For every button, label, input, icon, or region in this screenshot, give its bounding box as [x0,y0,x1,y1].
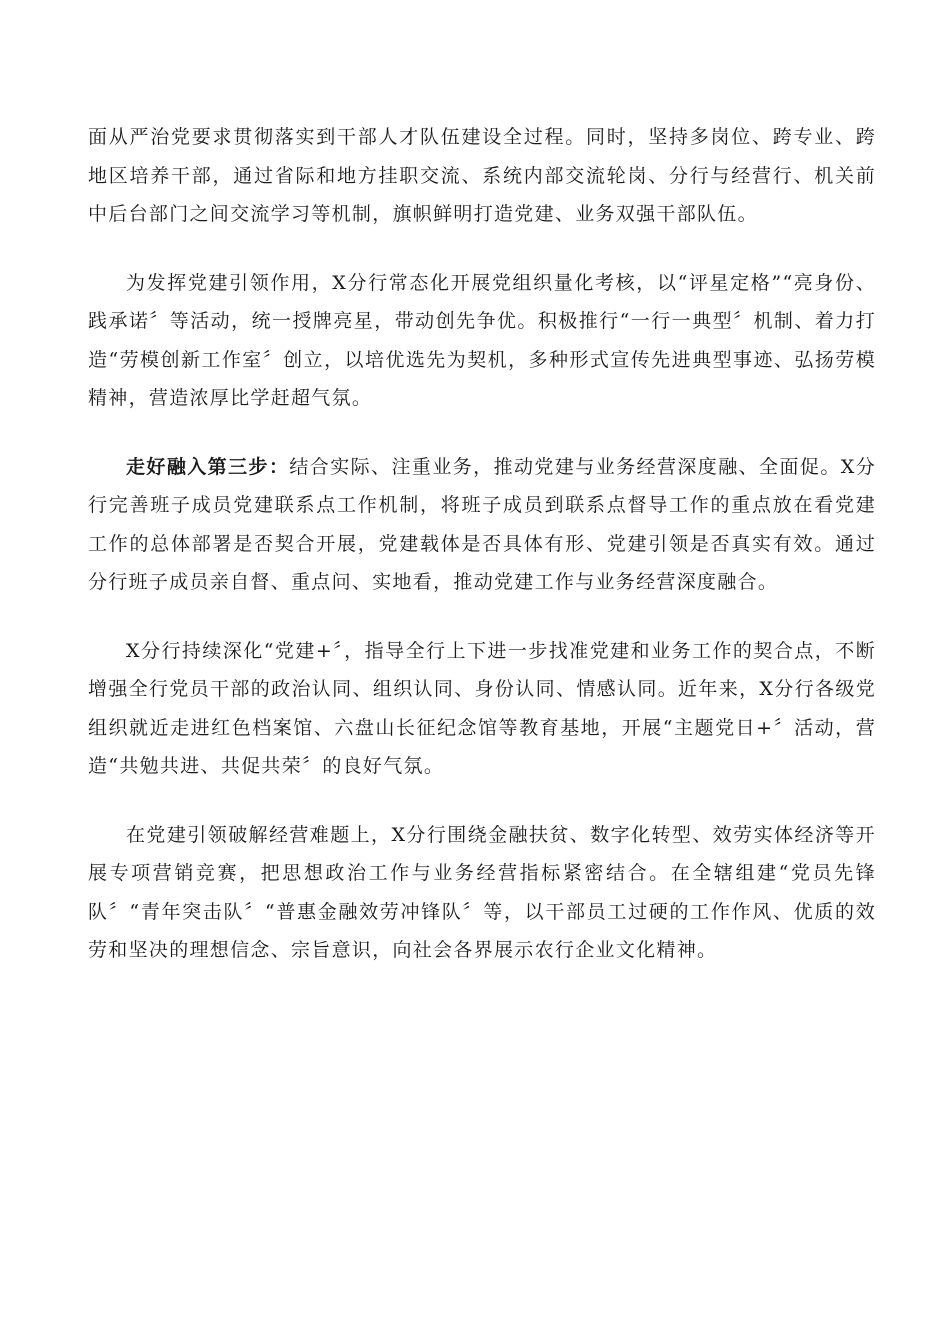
paragraph-text: 在党建引领破解经营难题上，X分行围绕金融扶贫、数字化转型、效劳实体经济等开展专项营销竞赛，把思想政治工作与业务经营指标紧密结合。在全辖组建“党员先锋队〞“青年突击队〞“普惠金融效劳冲锋队〞等，以干部员工过硬的工作作风、优质的效劳和坚决的理想信念、宗旨意识，向社会各界展示农行企业文化精神。 [88,823,876,961]
paragraph-text: 面从严治党要求贯彻落实到干部人才队伍建设全过程。同时，坚持多岗位、跨专业、跨地区培养干部，通过省际和地方挂职交流、系统内部交流轮岗、分行与经营行、机关前中后台部门之间交流学习等机制，旗帜鲜明打造党建、业务双强干部队伍。 [88,126,876,225]
paragraph-continued [88,118,876,234]
paragraph [88,264,876,418]
paragraph-lead-heading: 走好融入第三步： [126,455,290,478]
paragraph-with-heading [88,448,876,602]
paragraph [88,816,876,970]
paragraph [88,632,876,786]
paragraph-text: 结合实际、注重业务，推动党建与业务经营深度融、全面促。X分行完善班子成员党建联系点工作机制，将班子成员到联系点督导工作的重点放在看党建工作的总体部署是否契合开展，党建载体是否具体有形、党建引领是否真实有效。通过分行班子成员亲自督、重点问、实地看，推动党建工作与业务经营深度融合。 [88,455,876,593]
paragraph-text: 为发挥党建引领作用，X分行常态化开展党组织量化考核，以“评星定格”“亮身份、践承诺〞等活动，统一授牌亮星，带动创先争优。积极推行“一行一典型〞机制、着力打造“劳模创新工作室〞创立，以培优选先为契机，多种形式宣传先进典型事迹、弘扬劳模精神，营造浓厚比学赶超气氛。 [88,271,876,409]
document-page [88,118,876,1000]
paragraph-text: X分行持续深化“党建+〞，指导全行上下进一步找准党建和业务工作的契合点，不断增强全行党员干部的政治认同、组织认同、身份认同、情感认同。近年来，X分行各级党组织就近走进红色档案馆、六盘山长征纪念馆等教育基地，开展“主题党日+〞活动，营造“共勉共进、共促共荣〞的良好气氛。 [88,639,876,777]
